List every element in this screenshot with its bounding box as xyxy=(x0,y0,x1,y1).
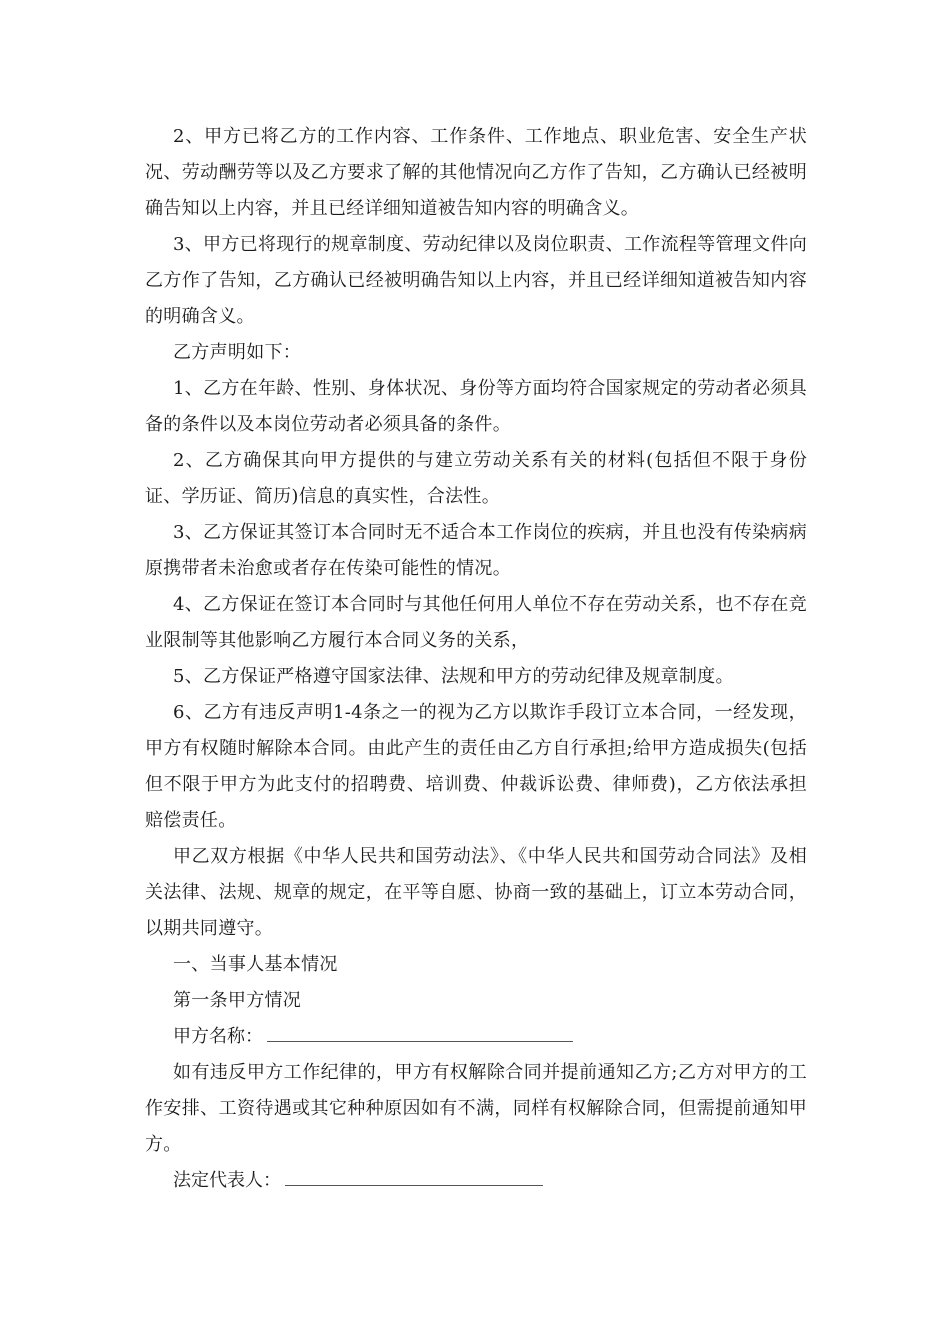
paragraph-clause-3-rules: 3、甲方已将现行的规章制度、劳动纪律以及岗位职责、工作流程等管理文件向乙方作了告知，乙方确认已经被明确告知以上内容，并且已经详细知道被告知内容的明确含义。 xyxy=(145,234,807,327)
paragraph-declaration-1: 1、乙方在年龄、性别、身体状况、身份等方面均符合国家规定的劳动者必须具备的条件以及本岗位劳动者必须具备的条件。 xyxy=(145,378,807,435)
paragraph-declaration-4: 4、乙方保证在签订本合同时与其他任何用人单位不存在劳动关系，也不存在竞业限制等其他影响乙方履行本合同义务的关系， xyxy=(145,594,807,651)
paragraph-declaration-5: 5、乙方保证严格遵守国家法律、法规和甲方的劳动纪律及规章制度。 xyxy=(173,666,734,687)
document-body xyxy=(145,119,807,1199)
paragraph-termination: 如有违反甲方工作纪律的，甲方有权解除合同并提前通知乙方;乙方对甲方的工作安排、工资待遇或其它种种原因如有不满，同样有权解除合同，但需提前通知甲方。 xyxy=(145,1062,807,1155)
paragraph-declaration-3: 3、乙方保证其签订本合同时无不适合本工作岗位的疾病，并且也没有传染病病原携带者未治愈或者存在传染可能性的情况。 xyxy=(145,522,807,579)
party-a-name-label: 甲方名称： xyxy=(173,1026,263,1047)
section-heading-parties: 一、当事人基本情况 xyxy=(173,954,338,975)
party-a-name-blank xyxy=(267,1023,573,1042)
paragraph-declaration-6: 6、乙方有违反声明1-4条之一的视为乙方以欺诈手段订立本合同，一经发现，甲方有权随时解除本合同。由此产生的责任由乙方自行承担;给甲方造成损失(包括但不限于甲方为此支付的招聘费、培训费、仲裁诉讼费、律师费)，乙方依法承担赔偿责任。 xyxy=(145,702,807,831)
paragraph-declaration-2: 2、乙方确保其向甲方提供的与建立劳动关系有关的材料(包括但不限于身份证、学历证、简历)信息的真实性，合法性。 xyxy=(145,450,807,507)
legal-representative-blank xyxy=(285,1167,543,1186)
article-heading-party-a: 第一条甲方情况 xyxy=(173,990,302,1011)
paragraph-declaration-heading: 乙方声明如下： xyxy=(173,342,302,363)
legal-representative-label: 法定代表人： xyxy=(173,1170,281,1191)
legal-representative-field xyxy=(145,1163,807,1199)
paragraph-clause-2-notice: 2、甲方已将乙方的工作内容、工作条件、工作地点、职业危害、安全生产状况、劳动酬劳等以及乙方要求了解的其他情况向乙方作了告知，乙方确认已经被明确告知以上内容，并且已经详细知道被告知内容的明确含义。 xyxy=(145,126,807,219)
paragraph-legal-basis: 甲乙双方根据《中华人民共和国劳动法》、《中华人民共和国劳动合同法》及相关法律、法规、规章的规定，在平等自愿、协商一致的基础上，订立本劳动合同，以期共同遵守。 xyxy=(145,846,807,939)
party-a-name-field xyxy=(145,1019,807,1055)
